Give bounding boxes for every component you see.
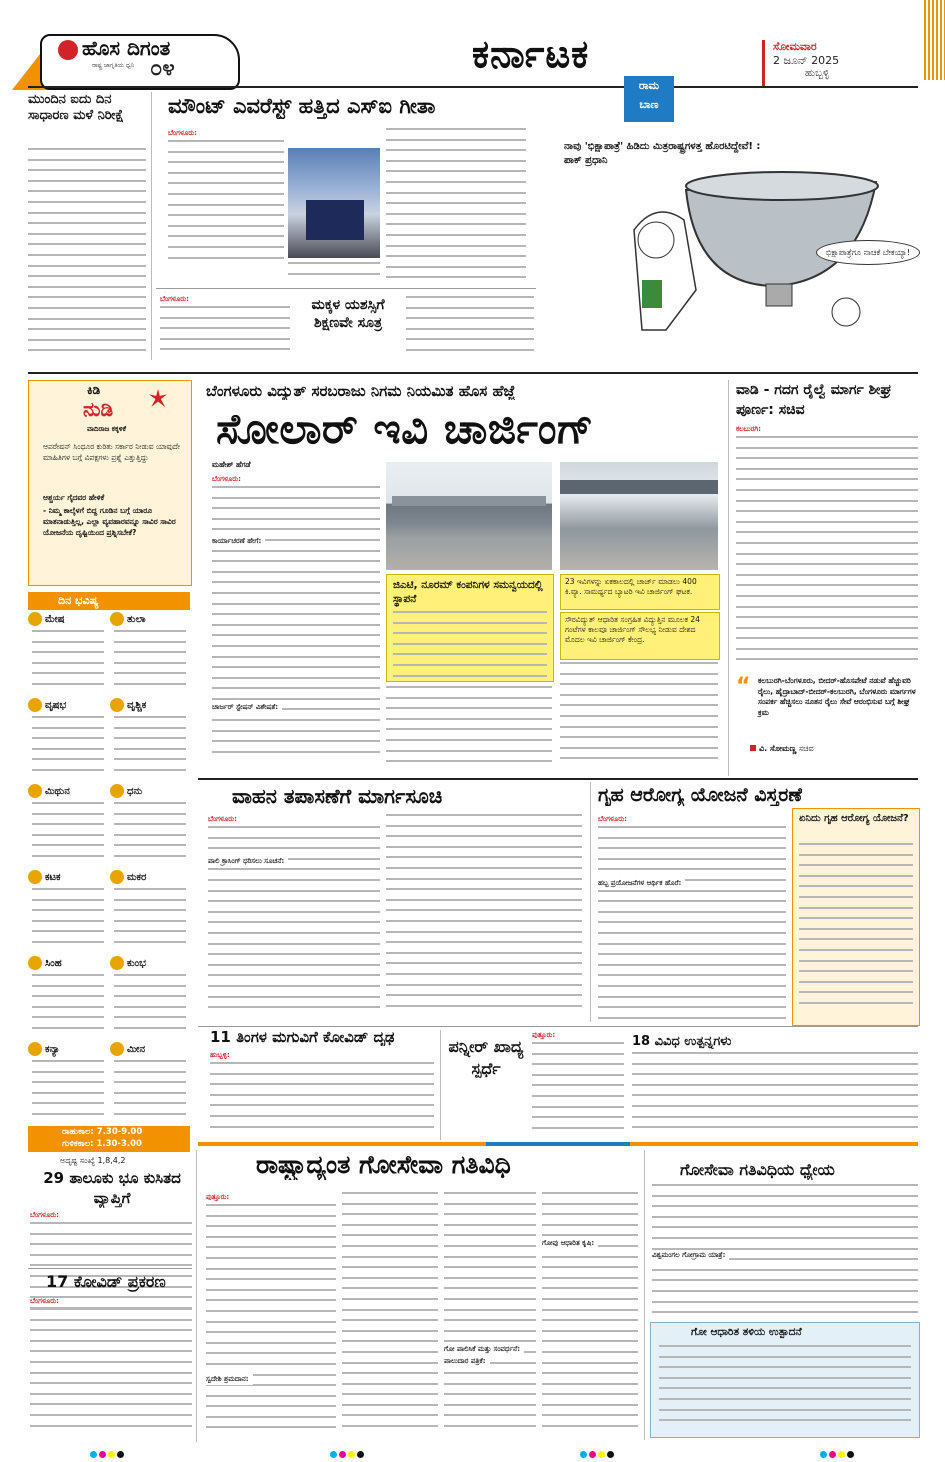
railway-quote-by: ವಿ. ಸೋಮಣ್ಣ ಸಚಿವ [750,744,814,754]
yellow-dot [108,1451,115,1458]
sign-kanya: ಕನ್ಯಾ [28,1042,123,1128]
page-number: ೦೪ [150,56,175,81]
mesha-icon [28,612,42,626]
education-headline: ಮಕ್ಕಳ ಯಶಸ್ಸಿಗೆ ಶಿಕ್ಷಣವೇ ಸೂತ್ರ [311,297,385,331]
quote-icon: “ [736,674,751,699]
gosewa-body-col3 [444,1192,536,1436]
covid-child-body [210,1062,434,1138]
mid-rule-1 [198,778,918,780]
kumbha-icon [110,956,124,970]
sign-mithuna: ಮಿಥುನ [28,784,123,870]
vehicle-body-col2 [386,814,582,1016]
logo-icon [58,40,78,60]
horoscope-title-bar [28,592,190,610]
sign-makara: ಮಕರ [110,870,205,956]
gosewa-body-col2 [342,1192,438,1436]
health-subhead: ಹಬ್ಬ ಪ್ರಯೋಜನೆಗಳ ಆರ್ಥಿಕ ಹೊರೆ: [598,878,685,889]
sign-meena: ಮೀನ [110,1042,205,1128]
masthead [0,0,945,90]
bottom-left-divider [196,1150,197,1442]
solar-dateline: ಬೆಂಗಳೂರು: [212,475,241,483]
health-sidebar [792,808,920,1026]
weather-headline: ಮುಂದಿನ ಐದು ದಿನ ಸಾಧಾರಣ ಮಳೆ ನಿರೀಕ್ಷೆ [28,92,124,123]
covid-cases-dateline: ಬೆಂಗಳೂರು: [30,1297,59,1305]
magenta-dot [99,1451,106,1458]
black-dot [117,1451,124,1458]
rahukala: ರಾಹುಕಾಲ: 7.30-9.00 [62,1127,143,1137]
lucky-number: ಅದೃಷ್ಟ ಸಂಖ್ಯೆ 1,8,4,2 [60,1156,126,1165]
brand-tagline: ರಾಷ್ಟ್ರ ಜಾಗೃತಿಯ ಧ್ವನಿ [92,62,135,69]
kidi-reply: - ನಿಮ್ಮ ಕಾಲ್ಕೆಳಗೆ ಬಿದ್ದ ಗೂಡಿನ ಬಗ್ಗೆ ಯಾರೂ ಮಾತನಾಡುತ್ತಿಲ್ಲ, ಎಲ್ಲಾ ವ್ಯವಹಾರವನ್ನೂ ಸಾವಿರ ಸಾವಿರ ಯೋಜನೆಯ ದೃಷ್ಟಿಯಿಂದ ಪ್ರಶ್ನಿಸಬೇಕೆ? [43,506,176,537]
everest-dateline: ಬೆಂಗಳೂರು: [168,129,197,137]
education-body-left [160,306,290,358]
solar-headline: ಸೋಲಾರ್ ಇವಿ ಚಾರ್ಜಿಂಗ್ [216,404,594,453]
horoscope-title: ದಿನ ಭವಿಷ್ಯ [58,594,99,607]
gosewa-body-col1 [206,1204,336,1436]
horoscope-grid [28,612,190,1124]
gosewa-headline: ರಾಷ್ಟ್ರಾದ್ಯಂತ ಗೋಸೇವಾ ಗತಿವಿಧಿ [256,1150,511,1179]
charger-canopy [560,480,718,494]
railway-body [736,436,918,668]
solar-right-divider [728,380,729,776]
simha-icon [28,956,42,970]
covid-child-dateline: ಹುಬ್ಬಳ್ಳಿ: [210,1051,230,1059]
sign-kumbha: ಕುಂಭ [110,956,205,1042]
cartoon-caption: ನಾವು 'ಭಿಕ್ಷಾಪಾತ್ರೆ' ಹಿಡಿದು ಮಿತ್ರರಾಷ್ಟ್ರಗಳತ್ತ ಹೊರಟಿದ್ದೇವೆ! : ಪಾಕ್ ಪ್ರಧಾನಿ [564,141,761,166]
vrishabha-icon [28,698,42,712]
vrischika-icon [110,698,124,712]
railway-dateline: ಕಲಬುರಗಿ: [736,425,761,433]
railway-headline: ವಾಡಿ - ಗದಗ ರೈಲ್ವೆ ಮಾರ್ಗ ಶೀಘ್ರ ಪೂರ್ಣ: ಸಚಿವ [736,382,892,418]
registration-dots-mid [330,1443,366,1462]
health-headline: ಗೃಹ ಆರೋಗ್ಯ ಯೋಜನೆ ವಿಸ್ತರಣೆ [598,784,803,806]
gosewa-side-divider [644,1150,645,1440]
kidi-title-top: ಕಿಡಿ [87,383,101,397]
masthead-rule [28,86,918,88]
solar-box-headline: ಜಿಎಟಿ, ನೂರಮ್ ಕಂಪನಿಗಳ ಸಮನ್ವಯದಲ್ಲಿ ಸ್ಥಾಪನೆ [393,579,543,605]
solar-fact1: 23 ಇವಿಗಳನ್ನು ಏಕಕಾಲದಲ್ಲಿ ಚಾರ್ಜ್ ಮಾಡಲು 400 ಕಿ.ವ್ಯಾ. ಸಾಮರ್ಥ್ಯದ ಬ್ಯಾಟರಿ ಇವಿ ಚಾರ್ಜಿಂಗ್ ಘಟಕ. [560,574,720,610]
cartoon-bubble: ಭಿಕ್ಷಾಪಾತ್ರೆಗೂ ನಾಚಿಕೆ ಬೇಕಯ್ಯಾ! [816,240,920,265]
health-dateline: ಬೆಂಗಳೂರು: [598,815,627,823]
solar-body-col1 [212,486,380,766]
landslide-headline: 29 ತಾಲೂಕು ಭೂ ಕುಸಿತದ ವ್ಯಾಪ್ತಿಗೆ [43,1169,181,1207]
masthead-day: ಸೋಮವಾರ [773,40,817,53]
gosewa-side-headline: ಗೋಸೇವಾ ಗತಿವಿಧಿಯ ಧ್ಯೇಯ [680,1160,835,1179]
sign-tula: ತುಲಾ [110,612,205,698]
solar-fact2: ಸೌರವಿದ್ಯುತ್ ಆಧಾರಿತ ಸಂಗ್ರಹಿತ ವಿದ್ಯುತ್ತಿನ ಮೂಲಕ 24 ಗಂಟೆಗಳ ಕಾಲವೂ ಚಾರ್ಜಿಂಗ್ ಸೌಲಭ್ಯ ನೀಡುವ ದೇಶದ ಮೊದಲ ಇವಿ ಚಾರ್ಜಿಂಗ್ ಕೇಂದ್ರ. [560,612,720,660]
mid-rule-2 [198,1026,918,1027]
covid-child-headline: 11 ತಿಂಗಳ ಮಗುವಿಗೆ ಕೋವಿಡ್ ದೃಢ [210,1028,395,1046]
kidi-author: ವಾದಿರಾಜ ಕಕ್ಕಳಿಕೆ [87,425,127,433]
paneer-headline: ಪನ್ನೀರ್ ಖಾದ್ಯ ಸ್ಪರ್ಧೆ [448,1037,524,1078]
solar-photo-left [386,462,552,570]
gulika: ಗುಳಿಕಕಾಲ: 1.30-3.00 [62,1139,142,1149]
registration-dots-right [820,1443,856,1462]
cartoon-drawing [546,90,918,366]
red-square-icon [750,745,756,751]
registration-dots-center [580,1443,616,1462]
weather-body [28,148,146,358]
masthead-date: 2 ಜೂನ್ 2025 [773,54,840,67]
color-stripe [198,1142,918,1146]
gosewa-subhead1: ಗೋವು ಆಧಾರಿತ ಕೃಷಿ: [542,1238,598,1249]
gosewa-subhead2: ಗೋ ಪಾಲಿಸಿಕೆ ಮತ್ತು ಸಂವರ್ಧನೆ: [444,1344,524,1355]
sign-vrishabha: ವೃಷಭ [28,698,123,784]
sign-simha: ಸಿಂಹ [28,956,123,1042]
education-dateline: ಬೆಂಗಳೂರು: [160,295,189,303]
vehicle-body-col1 [208,826,380,1016]
gosewa-subhead3: ಪಾಲುದಾರ ಪತ್ರಿಕೆ: [444,1356,490,1367]
kataka-icon [28,870,42,884]
tula-icon [110,612,124,626]
solar-kicker: ಬೆಂಗಳೂರು ವಿದ್ಯುತ್ ಸರಬರಾಜು ನಿಗಮ ನಿಯಮಿತ ಹೊಸ ಹೆಜ್ಜೆ [206,382,516,400]
kidi-title-bottom: ನುಡಿ [83,397,114,421]
health-body [598,826,786,1026]
everest-body-col2 [288,262,380,282]
solar-byline: ಮಹೇಶ್ ಹೆಗಡೆ [212,460,251,469]
everest-body-col1 [168,140,284,260]
meena-icon [110,1042,124,1056]
cyan-dot [90,1451,97,1458]
sign-vrischika: ವೃಶ್ಚಿಕ [110,698,205,784]
covid-paneer-divider [440,1030,441,1140]
everest-body-col3 [386,128,526,284]
health-sidebar-title: ಏನಿದು ಗೃಹ ಆರೋಗ್ಯ ಯೋಜನೆ? [799,813,909,824]
registration-dots-left [90,1443,126,1462]
products-body [632,1052,918,1136]
paneer-body [532,1042,624,1138]
brand-name: ಹೊಸ ದಿಗಂತ [82,36,171,60]
gosewa-subhead4: ಸ್ವದೇಶಿ ಶ್ರಮದಾನ: [206,1374,253,1385]
vehicle-headline: ವಾಹನ ತಪಾಸಣೆಗೆ ಮಾರ್ಗಸೂಚಿ [232,784,443,808]
sign-kataka: ಕಟಕ [28,870,123,956]
products-headline: 18 ವಿವಿಧ ಉತ್ಪನ್ನಗಳು [632,1034,732,1049]
kanya-icon [28,1042,42,1056]
solar-body-col2 [386,686,552,772]
charger-roof [392,496,546,506]
makara-icon [110,870,124,884]
railway-highlight: “ ಕಲಬುರಗಿ-ಬೆಂಗಳೂರು, ಬೀದರ್-ಹೊಸಪೇಟೆ ನಡುವೆ ಹೆಚ್ಚುವರಿ ರೈಲು, ಹೈದ್ರಾಬಾದ್-ಬೀದರ್-ಕಲಬುರಗಿ, ಬೆಂಗಳೂರು ಮಾರ್ಗಗಳ ಸಂಪರ್ಕ ಹೆಚ್ಚಿಸಲು ನೂತನ ರೈಲು ಸೇವೆ ಆರಂಭಿಸುವ ಬಗ್ಗೆ ಶೀಘ್ರ ಕ್ರಮ [736,674,916,717]
everest-flag-icon [306,200,364,240]
gosewa-side-subhead: ವಿಶ್ವಮಂಗಲ ಗೋಗ್ರಾಮ ಯಾತ್ರೆ: [652,1250,729,1261]
section-title: ಕರ್ನಾಟಕ [472,32,590,76]
gosewa-products-title: ಗೋ ಆಧಾರಿತ ತಳಿಯ ಉತ್ಪಾದನೆ [691,1326,802,1338]
sign-dhanu: ಧನು [110,784,205,870]
spark-icon [149,389,167,407]
masthead-city: ಹುಬ್ಬಳ್ಳಿ [805,68,830,79]
orange-side-bar [924,0,945,80]
solar-photo-right [560,462,718,570]
cartoon-panel [546,79,918,366]
vehicle-subhead: ಪಾಲಿ ಕ್ರಾಸಿಂಗ್ ಧರಿಸಲು ಸೂಚನೆ: [208,856,288,867]
dhanu-icon [110,784,124,798]
paneer-dateline: ಪುತ್ತೂರು: [532,1031,556,1039]
date-block [762,40,923,88]
sign-mesha: ಮೇಷ [28,612,123,698]
landslide-rule [28,1268,192,1269]
solar-subhead1: ಕಾರ್ಯಾಚರಣೆ ಹೇಗೆ: [212,536,265,547]
everest-photo [288,148,380,258]
education-body-right [406,296,534,358]
covid-cases-headline: 17 ಕೋವಿಡ್ ಪ್ರಕರಣ [46,1272,166,1291]
solar-body-col3 [560,662,718,772]
covid-cases-body [30,1308,192,1434]
solar-subhead2: ಚಾರ್ಜರ್ ಸ್ಟೇಷನ್ ವಿಶೇಷತೆ: [212,702,282,713]
col-divider [151,92,152,360]
cartoon-tag-top: ರಾಮ [638,79,660,92]
everest-rule [156,288,536,289]
landslide-dateline: ಬೆಂಗಳೂರು: [30,1211,59,1219]
solar-yellow-box [386,574,554,682]
cartoon-tag-bottom: ಬಾಣ [639,98,659,111]
vehicle-health-divider [590,782,591,1022]
kidi-quote-label: ಆಶ್ಚರ್ಯ ಗೈದವರ ಹೇಳಿಕೆ [43,493,105,502]
gosewa-dateline: ಪುತ್ತೂರು: [206,1193,230,1201]
gosewa-body-col4 [542,1192,638,1436]
mithuna-icon [28,784,42,798]
kidi-nudi-box [28,380,192,586]
top-section-rule [28,372,918,374]
rahukala-bar [28,1126,190,1152]
vehicle-dateline: ಬೆಂಗಳೂರು: [208,815,237,823]
everest-headline: ಮೌಂಟ್ ಎವರೆಸ್ಟ್ ಹತ್ತಿದ ಎಸ್‌ಐ ಗೀತಾ [168,94,436,118]
gosewa-products-box [650,1322,920,1438]
kidi-question: ಆಪರೇಷನ್ ಸಿಂಧೂರ ಕುರಿತು ಸರ್ಕಾರ ನೀಡುವ ಯಾವುದೇ ಮಾಹಿತಿಗಳ ಬಗ್ಗೆ ವಿಪಕ್ಷಗಳು ಪ್ರಶ್ನೆ ಎತ್ತುತ್ತಿದ್ದು [43,442,181,462]
